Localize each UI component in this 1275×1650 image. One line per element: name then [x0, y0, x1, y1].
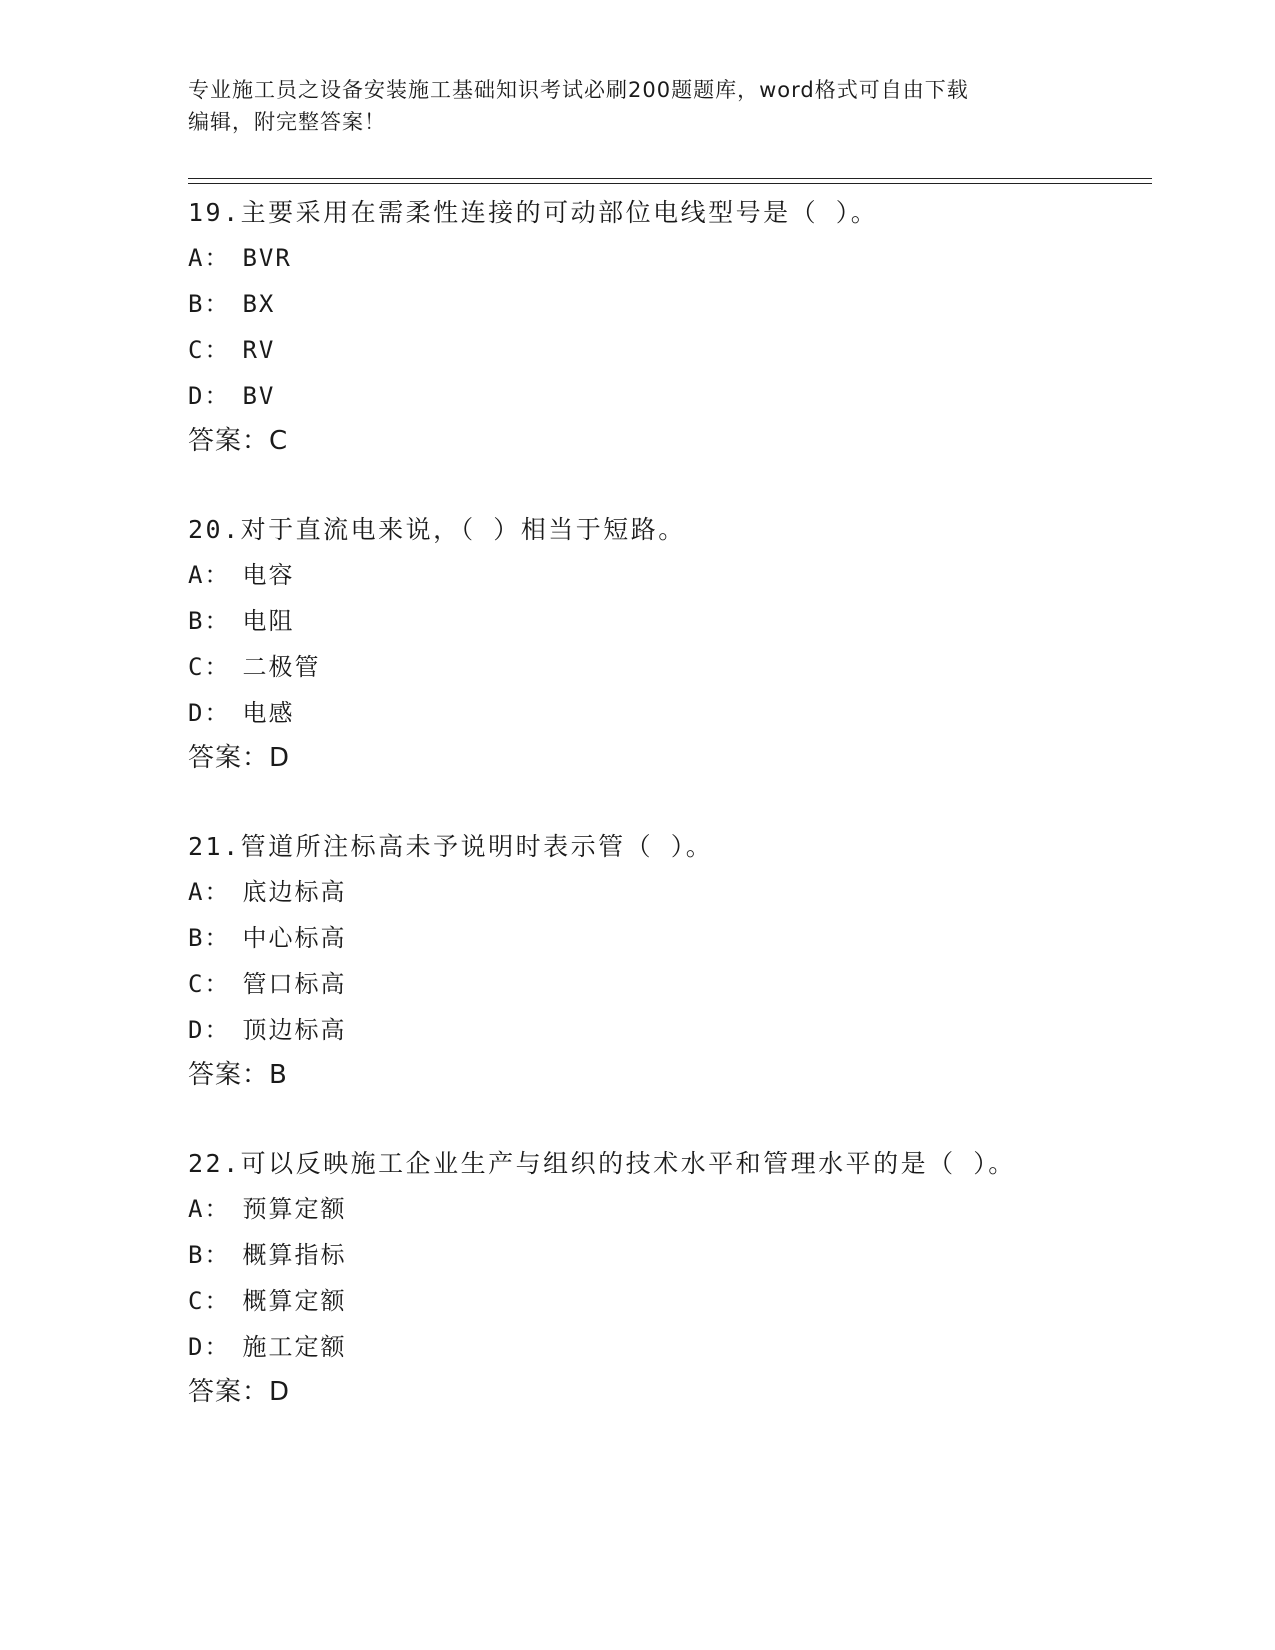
option-label: B： — [188, 290, 231, 318]
option-label: C： — [188, 653, 231, 681]
option-label: B： — [188, 924, 231, 952]
question-stem: 19.主要采用在需柔性连接的可动部位电线型号是（ ）。 — [188, 198, 879, 227]
option-d — [188, 1007, 1152, 1053]
option-d — [188, 690, 1152, 736]
option-text: 管口标高 — [242, 970, 347, 998]
question-20 — [188, 507, 1152, 780]
option-a — [188, 869, 1152, 915]
option-a — [188, 235, 1152, 281]
option-label: C： — [188, 970, 231, 998]
answer-line: 答案：D — [188, 743, 291, 773]
option-text: 概算定额 — [242, 1287, 347, 1315]
header-divider-bottom — [188, 183, 1152, 184]
option-c — [188, 327, 1152, 373]
option-text: 顶边标高 — [242, 1016, 347, 1044]
option-text: BV — [242, 382, 276, 410]
option-label: A： — [188, 878, 231, 906]
question-22 — [188, 1141, 1152, 1414]
option-label: D： — [188, 382, 231, 410]
option-label: B： — [188, 1241, 231, 1269]
option-a — [188, 1186, 1152, 1232]
option-text: 概算指标 — [242, 1241, 347, 1269]
header-line-2: 编辑，附完整答案！ — [188, 110, 386, 134]
option-label: B： — [188, 607, 231, 635]
answer-line: 答案：C — [188, 426, 289, 456]
option-label: C： — [188, 1287, 231, 1315]
option-text: 预算定额 — [242, 1195, 347, 1223]
question-stem: 20.对于直流电来说，（ ）相当于短路。 — [188, 515, 686, 544]
option-c — [188, 1278, 1152, 1324]
option-text: 中心标高 — [242, 924, 347, 952]
option-text: 电容 — [242, 561, 295, 589]
option-label: A： — [188, 244, 231, 272]
option-label: D： — [188, 1333, 231, 1361]
option-label: A： — [188, 561, 231, 589]
option-d — [188, 1324, 1152, 1370]
option-b — [188, 281, 1152, 327]
question-list — [188, 190, 1152, 1458]
option-text: 二极管 — [242, 653, 321, 681]
option-text: BVR — [242, 244, 292, 272]
option-text: 施工定额 — [242, 1333, 347, 1361]
option-b — [188, 598, 1152, 644]
option-label: A： — [188, 1195, 231, 1223]
option-text: 电阻 — [242, 607, 295, 635]
option-text: BX — [242, 290, 276, 318]
option-label: D： — [188, 699, 231, 727]
option-label: C： — [188, 336, 231, 364]
question-stem: 21.管道所注标高未予说明时表示管（ ）。 — [188, 832, 714, 861]
option-c — [188, 644, 1152, 690]
option-b — [188, 915, 1152, 961]
option-c — [188, 961, 1152, 1007]
header-line-1: 专业施工员之设备安装施工基础知识考试必刷200题题库，word格式可自由下载 — [188, 78, 969, 102]
option-text: 电感 — [242, 699, 295, 727]
question-19 — [188, 190, 1152, 463]
option-d — [188, 373, 1152, 419]
answer-line: 答案：B — [188, 1060, 288, 1090]
option-text: RV — [242, 336, 276, 364]
option-a — [188, 552, 1152, 598]
question-21 — [188, 824, 1152, 1097]
question-stem: 22.可以反映施工企业生产与组织的技术水平和管理水平的是（ ）。 — [188, 1149, 1016, 1178]
answer-line: 答案：D — [188, 1377, 291, 1407]
document-header — [188, 74, 1088, 138]
option-label: D： — [188, 1016, 231, 1044]
option-text: 底边标高 — [242, 878, 347, 906]
option-b — [188, 1232, 1152, 1278]
header-divider-top — [188, 178, 1152, 179]
